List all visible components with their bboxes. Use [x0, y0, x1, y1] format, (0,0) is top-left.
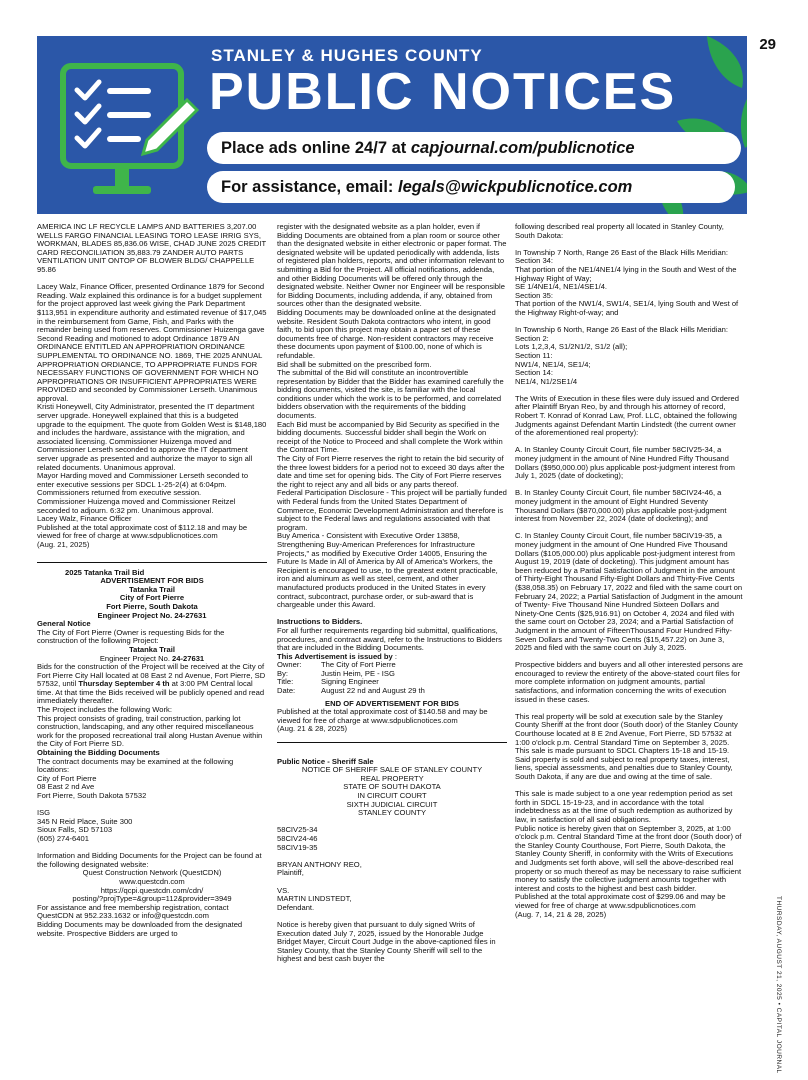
council-minutes: Lacey Walz, Finance Officer, presented Ordinance 1879 for Second Reading. Walz explained this ordinance is for a budget supplement for the project approved last week giving the Park Department $113,951 in expenditure authority and estimated revenue of $17,045 in the reimbursement from Game, Fish, and Parks with the remainder being used from reserves. Commissioner Huizenga gave Second Reading and motioned to adopt Ordinance 1879 AN ORDINANCE ENTITLED AN APPROPRIATION ORDINANCE SUPPLEMENTAL TO ORDINANCE NO. 1869, THE 2025 ANNUAL APPROPRIATION ORDIANCE, TO APPROPRIATE FUNDS FOR NECESSARY FUNCTIONS OF GOVERNMENT FOR WHICH NO APPROPRIATIONS OR INSUFFICIENT APPROPRIATES WERE PROVIDED and seconded by Commissioner Lerseth. Unanimous approval. Kristi Honeywell, City Administrator, presented the IT department server upgrade. Honeywell explained that this is a budgeted upgrade to the equipment. The quote from Golden West is $148,180 and includes the hardware, assistance with the migration, and associated licensing. Commissioner Huizenga moved and Commissioner Lerseth seconded to approve the IT department server upgrade as presented and authorize the mayor to sign all related documents. Unanimous approval. Mayor Harding moved and Commissioner Lerseth seconded to enter executive sessions per SDCL 1-25-2(4) at 6:04pm. Commissioners returned from executive session. Commissioner Huizenga moved and Commissioner Reitzel seconded to adjourn. 6:32 pm. Unanimous approval. Lacey Walz, Finance Officer Published at the total approximate cost of $112.18 and may be viewed for free of charge at www.sdpublicnotices.com (Aug. 21, 2025) — [37, 282, 267, 549]
bid-notice-title: 2025 Tatanka Trail Bid — [65, 567, 145, 577]
project-no-value: 24-27631 — [172, 653, 205, 663]
bid-publication-cost: Published at the total approximate cost of $140.58 and may be viewed for free of charge at www.sdpublicnotices.com (Aug. 21 & 28, 2025) — [277, 707, 488, 734]
plaintiff: BRYAN ANTHONY REO, Plaintiff, — [277, 859, 362, 878]
isg-address: ISG 345 N Reid Place, Suite 300 Sioux Falls, SD 57103 (605) 274-6401 — [37, 808, 133, 843]
general-notice-heading: General Notice — [37, 619, 91, 629]
township-7-north: In Township 7 North, Range 26 East of the Black Hills Meridian: Section 34: That portion of the NE1/4NE1/4 lying in the South and West of the Highway Right of Way; SE 1/4NE1/4, NE1/4SE1/4. Section 35: That portion of the NW1/4, SW1/4, SE1/4, lying South and West of the Highway Right-of-way; and — [515, 247, 739, 317]
judgment-c: C. In Stanley County Circuit Court, file number 58CIV19-35, a money judgment in the amount of One Hundred Five Thousand Dollars ($105,000.00) plus applicable post-judgment interest from August 19, 2019 (date of docketing). This judgment amount has been reduced by a Partial Satisfaction of Judgment in the amount of Thirty-Eight Thousand Fifty-Eight Dollars and Thirty-Five Cents ($38,058.35) on February 17, 2022 and filed with the same court on February 24, 2022; a Partial Satisfaction of Judgment in the amount of Twenty- Five Thousand Nine Hundred Sixteen Dollars and Ninety-One Cents ($25,916.91) on October 4, 2024 and filed with the same court on October 23, 2024; and a Partial Satisfaction of Judgment in the amount of FifteenThousand Four Hundred Fifty-Seven Dollars and Twenty-Two Cents ($15,457.22) on June 3, 2025 and filed with the same court on July 3, 2025. — [515, 531, 743, 653]
prospective-bidders: Prospective bidders and buyers and all other interested persons are encouraged to review the entirety of the above-stated court files for more complete information on judgment amounts, partial satisfactions, and information concerning the writs of execution issued in these cases. — [515, 660, 743, 704]
issued-value: Justin Heim, PE - ISG — [321, 668, 395, 678]
bid-place: Fort Pierre, South Dakota — [106, 601, 198, 611]
defendant: VS. MARTIN LINDSTEDT, Defendant. — [277, 885, 352, 912]
county-kicker: STANLEY & HUGHES COUNTY — [211, 46, 483, 65]
claims-list-end: AMERICA INC LF RECYCLE LAMPS AND BATTERIES 3,207.00 WELLS FARGO FINANCIAL LEASING TORO LEASE IRRIG SYS, WORKMAN, BLADES 85,836.06 WISE, CHAD JUNE 2025 CREDIT CARD RECONCILIATION 35,883.79 ZANDER AUTO PARTS VENTILATION UNIT ONTOP OF BLOWER BLDG/ CHAPPELLE 95.86 — [37, 222, 267, 274]
bid-deadline: Thursday September 4 th — [78, 679, 170, 689]
notice-divider — [277, 742, 507, 743]
obtaining-heading: Obtaining the Bidding Documents — [37, 748, 160, 758]
bids-text-c: at 3:00 PM Central local time. At that time the Bids received will be publicly opened and read immediately thereafter. — [37, 679, 265, 706]
case-file-numbers: 58CIV25-34 58CIV24-46 58CIV19-35 — [277, 825, 318, 852]
general-notice-bids — [37, 663, 267, 706]
obtaining-contact: For assistance and free membership registration, contact QuestCDN at 952.233.1632 or info@questcdn.com Bidding Documents may be downloaded from the designated website. Prospective Bidders are urged to — [37, 902, 243, 938]
notice-divider — [37, 562, 267, 563]
township-6-north: In Township 6 North, Range 26 East of the Black Hills Meridian: Section 2: Lots 1,2,3,4, S1/2N1/2, S1/2 (all); Section 11: NW1/4, NE1/4, SE1/4; Section 14: NE1/4, N1/2SE1/4 — [515, 325, 729, 386]
issue-date-sidebar: THURSDAY, AUGUST 21, 2025 • CAPITAL JOURNAL — [775, 896, 782, 1074]
end-of-advertisement: END OF ADVERTISEMENT FOR BIDS — [325, 698, 459, 708]
place-ads-url[interactable]: capjournal.com/publicnotice — [410, 139, 635, 157]
table-row — [277, 687, 425, 696]
bid-requirements: register with the designated website as a plan holder, even if Bidding Documents are obtained from a plan room or source other than the designated website in either electronic or paper format. The designated website will be updated periodically with addenda, lists of registered plan holders, reports, and other information relevant to submitting a Bid for the Project. All official notifications, addenda, and other Bidding Documents will be offered only through the designated website. Neither Owner nor Engineer will be responsible for Bidding Documents, including addenda, if any, obtained from sources other than the designated website. Bidding Documents may be downloaded online at the designated website. Resident South Dakota contractors who intent, in good faith, to bid upon this project may obtain a paper set of these documents free of charge. Non-resident contractors may receive these documents upon payment of $100.00, none of which is refundable. Bid shall be submitted on the prescribed form. The submittal of the Bid will constitute an incontrovertible representation by Bidder that the Bidder has examined carefully the bidding documents, visited the site, is familiar with the local conditions under which the work is to be performed, and correlated bidders observation with the requirements of the bidding documents. Each Bid must be accompanied by Bid Security as specified in the bidding documents. Successful bidder shall begin the Work on receipt of the Notice to Proceed and shall complete the Work within the Contract Time. The City of Fort Pierre reserves the right to retain the bid security of the three lowest bidders for a period not to exceed 30 days after the date and time set for opening bids. The City of Fort Pierre reserves the right to reject any and all bids or any parts thereof. Federal Participation Disclosure - This project will be partially funded with Federal funds from the United States Department of Commerce, Economic Development Administration and therefore is subject to the Federal laws and regulations associated with that program. Buy America - Consistent with Executive Order 13858, Strengthening Buy-American Preferences for Infrastructure Projects," as modified by Executive Order 14005, Ensuring the Future Is Made in All of America by All of America's Workers, the Recipient is encouraged to use, to the greatest extent practicable, iron and aluminum as well as steel, cement, and other manufactured products produced in the United States in every contract, subcontract, purchase order, or sub-award that is chargeable under this Award. — [277, 222, 507, 610]
column-3 — [515, 223, 743, 919]
issued-by-colon: : — [392, 651, 398, 661]
place-ads-banner — [207, 132, 741, 164]
general-notice-intro: The City of Fort Pierre (Owner is requesting Bids for the construction of the following Project: — [37, 627, 225, 646]
assistance-email[interactable]: legals@wickpublicnotice.com — [398, 178, 633, 196]
assistance-banner — [207, 171, 735, 203]
column-2 — [277, 223, 507, 964]
issued-by-heading: This Advertisement is issued by — [277, 651, 393, 661]
sheriff-sale-title: Public Notice - Sheriff Sale — [277, 756, 374, 766]
writs-of-execution: The Writs of Execution in these files were duly issued and Ordered after Plaintiff Bryan Reo, by and through his attorney of record, Robert T. Konrad of Konrad Law, Prof. LLC, obtained the following Judgments against Defendant Martin Lindstedt (the current owner of the aforementioned real property): — [515, 393, 739, 438]
instructions-heading: Instructions to Bidders. — [277, 617, 363, 627]
issued-key: Owner: — [277, 660, 302, 670]
general-notice-project: Tatanka Trail — [129, 644, 175, 654]
sheriff-notice-text: Notice is hereby given that pursuant to duly signed Writs of Execution dated July 7, 2025, issued by the Honorable Judge Bridget Mayer, Circuit Court Judge in the above-captioned files in Stanley County, that the Stanley County Sheriff will sell to the highest and best cash buyer the — [277, 919, 496, 964]
place-ads-prefix: Place ads online 24/7 at — [221, 139, 411, 157]
issued-value: The City of Fort Pierre — [321, 660, 396, 670]
issued-value: Signing Engineer — [321, 677, 379, 687]
bid-project-number: Engineer Project No. 24-27631 — [97, 610, 207, 620]
property-intro: following described real property all located in Stanley County, South Dakota: — [515, 222, 724, 240]
instructions-text: For all further requirements regarding bid submittal, qualifications, procedures, and contract award, refer to the Instructions to Bidders that are included in the Bidding Documents. — [277, 625, 502, 653]
assistance-prefix: For assistance, email: — [221, 178, 398, 196]
sale-location: This real property will be sold at execution sale by the Stanley County Sheriff at the front door (South door) of the Stanley County Courthouse located at 8 E 2nd Avenue, Fort Pierre, SD 57532 at 1:00 o'clock p.m. Central Standard Time on September 3, 2025. This sale is made pursuant to SDCL Chapters 15-18 and 15-19. Said property is sold and subject to real property taxes, interest, liens, special assessments, and penalties due to Stanley County, South Dakota, if any are due and owing at the time of sale. — [515, 711, 738, 781]
redemption-period: This sale is made subject to a one year redemption period as set forth in SDCL 15-19-23, and in accordance with the total indebtedness as at the time of such redemption as authorized by law, in satisfaction of all said obligations. Public notice is hereby given that on September 3, 2025, at 1:00 o'clock p.m. Central Standard Time at the front door (South door) of the Stanley County Courthouse, Fort Pierre, South Dakota, the Stanley County Sheriff, in conformity with the Writs of Executions and Judgments set forth above, will sell the above-described real property or so much thereof as may be necessary to raise sufficient money to satisfy the collective judgment amounts together with interest and costs to the highest and best cash bidder. Published at the total approximate cost of $299.06 and may be viewed for free of charge at www.sdpublicnotices.com (Aug. 7, 14, 21 & 28, 2025) — [515, 789, 742, 919]
issued-key: Date: — [277, 686, 296, 696]
public-notices-header — [37, 36, 747, 214]
sheriff-sale-caption: NOTICE OF SHERIFF SALE OF STANLEY COUNTY REAL PROPERTY STATE OF SOUTH DAKOTA IN CIRCUIT COURT SIXTH JUDICIAL CIRCUIT STANLEY COUNTY — [301, 765, 483, 818]
bid-city: City of Fort Pierre — [119, 593, 185, 603]
issued-key: By: — [277, 668, 288, 678]
obtaining-info: Information and Bidding Documents for the Project can be found at the following designated website: — [37, 851, 262, 869]
project-work: The Project includes the following Work: This project consists of grading, trail construction, parking lot construction, landscaping, and any other required miscellaneous work for the proposed recreational trail along Hustan Avenue within the City of Fort Pierre SD. — [37, 705, 263, 749]
project-no-prefix: Engineer Project No. — [99, 653, 173, 663]
judgment-b: B. In Stanley County Circuit Court, file number 58CIV24-46, a money judgment in the amount of Eight Hundred Seventy Thousand Dollars ($870,000.00) plus applicable post-judgment interest from November 22, 2024 (date of docketing); and — [515, 488, 727, 524]
page-number: 29 — [759, 36, 776, 53]
column-1 — [37, 223, 267, 938]
bid-project-name: Tatanka Trail — [129, 584, 175, 594]
bid-advertisement-heading: ADVERTISEMENT FOR BIDS — [100, 576, 204, 586]
bids-text-a: Bids for the construction of the Project will be received at the City of Fort Pierre City Hall located at 08 East 2 nd Avenue, Fort Pierre, SD 57532, until — [37, 662, 266, 689]
issued-value: August 22 nd and August 29 th — [321, 686, 425, 696]
masthead-title: PUBLIC NOTICES — [209, 63, 677, 121]
issued-key: Title: — [277, 677, 294, 687]
issued-by-table — [277, 661, 425, 695]
obtaining-locations: The contract documents may be examined at the following locations: City of Fort Pierre 08 East 2 nd Ave Fort Pierre, South Dakota 57532 — [37, 756, 234, 800]
judgment-a: A. In Stanley County Circuit Court, file number 58CIV25-34, a money judgment in the amount of Nine Hundred Fifty Thousand Dollars ($950,000.00) plus applicable post-judgment interest from July 1, 2025 (date of docketing); — [515, 445, 735, 481]
checklist-monitor-icon — [55, 48, 205, 208]
questcdn-site[interactable]: Quest Construction Network (QuestCDN) www.questcdn.com https://qcpi.questcdn.com/cdn/ posting/?projType=&group=112&provider=3949 — [72, 868, 232, 904]
